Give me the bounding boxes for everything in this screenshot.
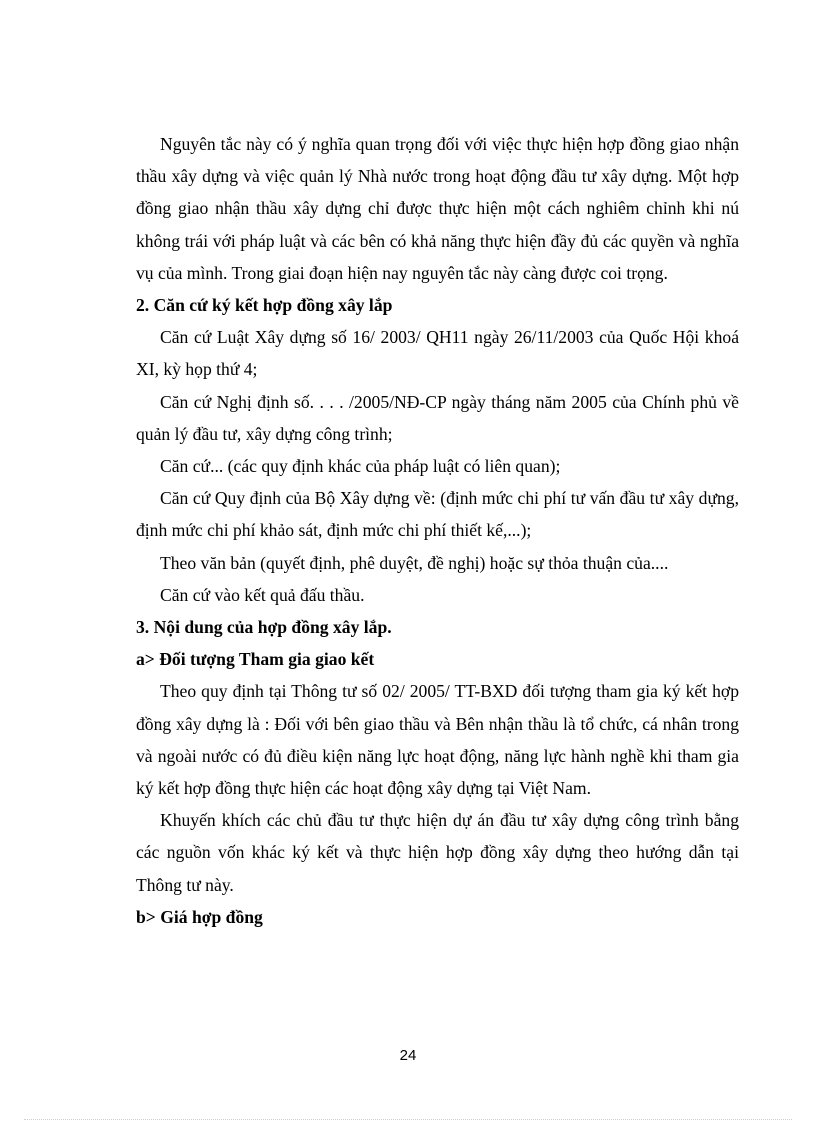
subsection-heading-a: a> Đối tượng Tham gia giao kết — [136, 649, 375, 670]
subsection-heading-b: b> Giá hợp đồng — [136, 906, 263, 927]
paragraph-circular-parties: Theo quy định tại Thông tư số 02/ 2005/ TT-BXD đối tượng tham gia ký kết hợp đồng xây dựng là : Đối với bên giao thầu và Bên nhận thầu là tổ chức, cá nhân trong và ngoài nước có đủ điều kiện năng lực hoạt động, năng lực hành nghề khi tham gia ký kết hợp đồng thực hiện các hoạt động xây dựng tại Việt Nam. — [136, 681, 739, 799]
paragraph-bidding-results: Căn cứ vào kết quả đấu thầu. — [160, 584, 365, 605]
paragraph-decree: Căn cứ Nghị định số. . . . /2005/NĐ-CP ngày tháng năm 2005 của Chính phủ về quản lý đầu tư, xây dựng công trình; — [136, 391, 739, 444]
paragraph-construction-law: Căn cứ Luật Xây dựng số 16/ 2003/ QH11 ngày 26/11/2003 của Quốc Hội khoá XI, kỳ họp thứ 4; — [136, 327, 739, 380]
document-body — [136, 128, 739, 933]
section-heading-2: 2. Căn cứ ký kết hợp đồng xây lắp — [136, 295, 393, 316]
paragraph-encouragement: Khuyến khích các chủ đầu tư thực hiện dự án đầu tư xây dựng công trình bằng các nguồn vốn khác ký kết và thực hiện hợp đồng xây dựng theo hướng dẫn tại Thông tư này. — [136, 810, 739, 895]
paragraph-ministry-regulation: Căn cứ Quy định của Bộ Xây dựng về: (định mức chi phí tư vấn đầu tư xây dựng, định mức chi phí khảo sát, định mức chi phí thiết kế,...); — [136, 488, 739, 541]
page-number: 24 — [399, 1047, 417, 1064]
page-bottom-divider — [24, 1119, 792, 1120]
paragraph-other-regulations: Căn cứ... (các quy định khác của pháp luật có liên quan); — [160, 456, 561, 477]
paragraph-principle-importance: Nguyên tắc này có ý nghĩa quan trọng đối với việc thực hiện hợp đồng giao nhận thầu xây dựng và việc quản lý Nhà nước trong hoạt động đầu tư xây dựng. Một hợp đồng giao nhận thầu xây dựng chỉ được thực hiện một cách nghiêm chỉnh khi nú không trái với pháp luật và các bên có khả năng thực hiện đầy đủ các quyền và nghĩa vụ của mình. Trong giai đoạn hiện nay nguyên tắc này càng được coi trọng. — [136, 134, 739, 283]
paragraph-documents: Theo văn bản (quyết định, phê duyệt, đề nghị) hoặc sự thỏa thuận của.... — [160, 552, 669, 573]
section-heading-3: 3. Nội dung của hợp đồng xây lắp. — [136, 617, 392, 638]
